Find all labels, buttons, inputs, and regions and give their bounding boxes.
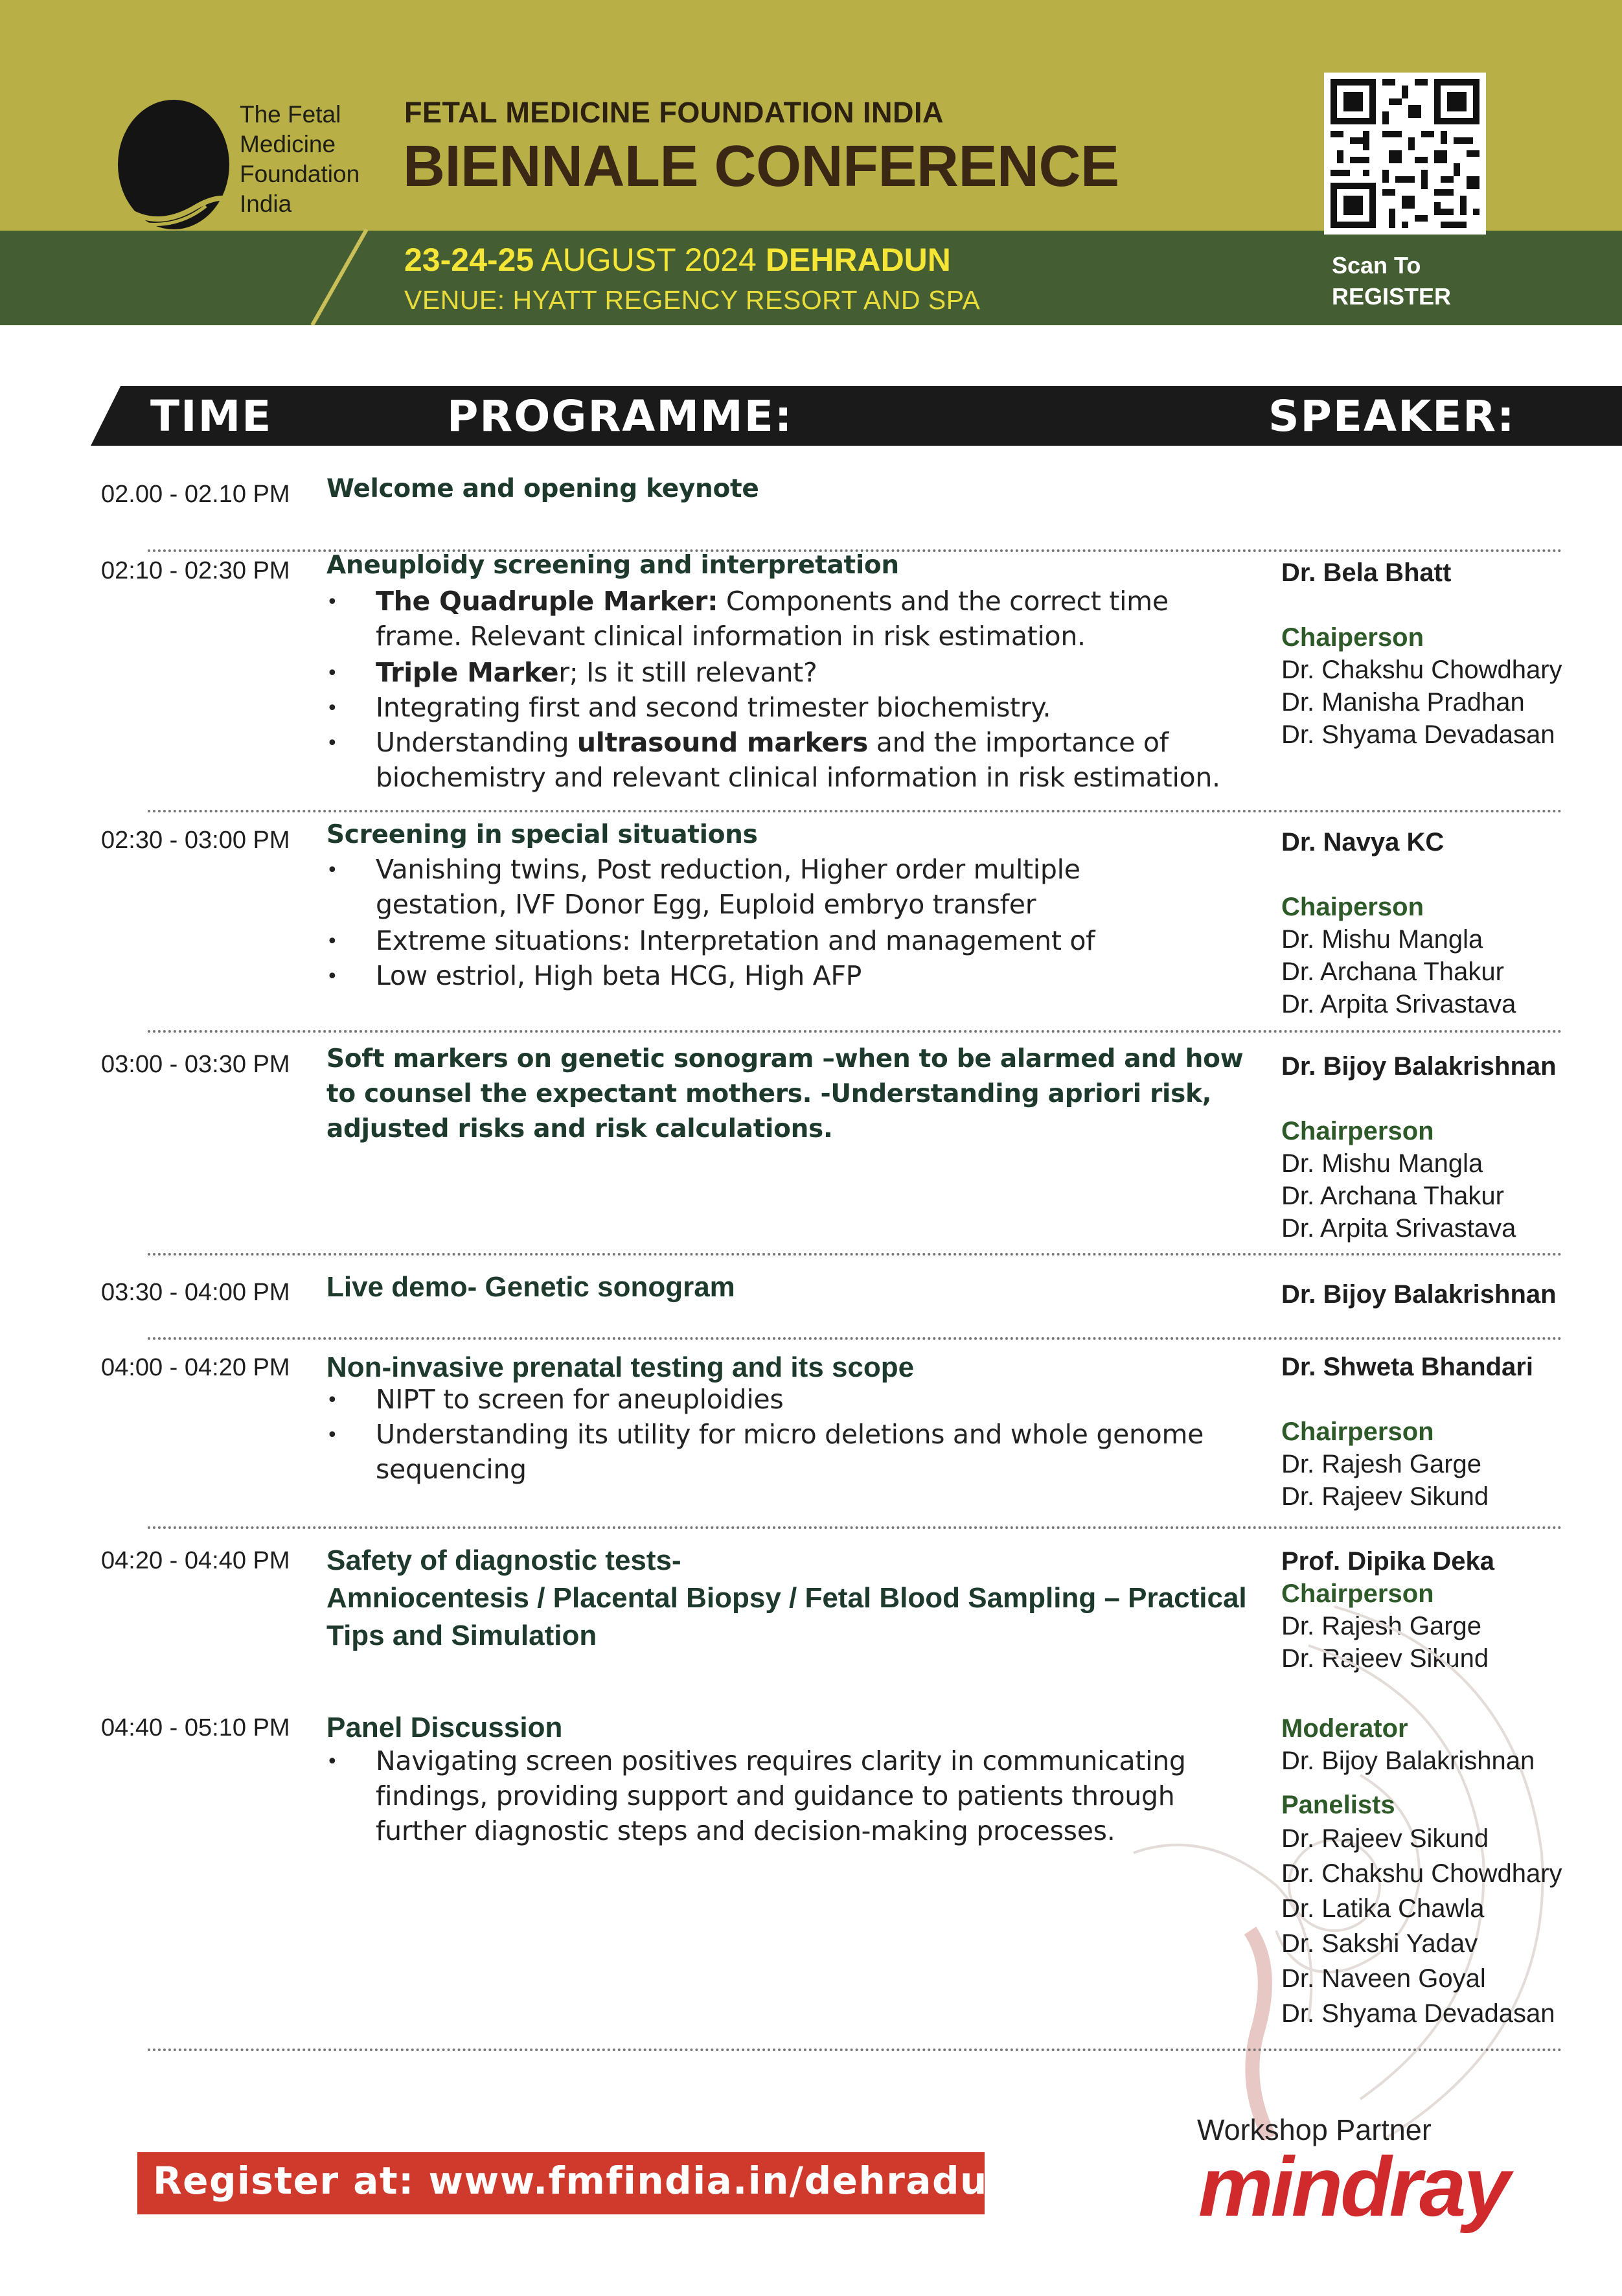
org-name-line: Medicine xyxy=(240,131,336,157)
bullet-bold: The Quadruple Marker: xyxy=(376,586,718,617)
panelist-name: Dr. Chakshu Chowdhary xyxy=(1281,1859,1562,1888)
conference-organizer: FETAL MEDICINE FOUNDATION INDIA xyxy=(404,96,944,129)
scan-line: REGISTER xyxy=(1332,283,1452,310)
date-city: DEHRADUN xyxy=(765,242,951,278)
speaker-name: Dr. Bela Bhatt xyxy=(1281,558,1452,587)
chair-name: Dr. Shyama Devadasan xyxy=(1281,720,1555,749)
session-bullet-cont: biochemistry and relevant clinical information in risk estimation. xyxy=(376,762,1220,793)
chair-name: Dr. Arpita Srivastava xyxy=(1281,990,1516,1018)
org-name xyxy=(240,100,360,219)
speaker-name: Prof. Dipika Deka xyxy=(1281,1547,1495,1576)
panelist-name: Dr. Naveen Goyal xyxy=(1281,1964,1486,1993)
session-bullet-cont: gestation, IVF Donor Egg, Euploid embryo transfer xyxy=(376,889,1036,920)
panelists-role-label: Panelists xyxy=(1281,1791,1395,1819)
chair-name: Dr. Rajesh Garge xyxy=(1281,1450,1482,1478)
chair-name: Dr. Rajeev Sikund xyxy=(1281,1482,1489,1511)
chair-role-label: Chairperson xyxy=(1281,1117,1434,1145)
bullet-icon: • xyxy=(326,591,338,614)
panelist-name: Dr. Sakshi Yadav xyxy=(1281,1929,1478,1958)
session-bullet xyxy=(376,657,817,688)
bullet-icon: • xyxy=(326,930,338,953)
session-bullet-cont: findings, providing support and guidance to patients through xyxy=(376,1780,1175,1811)
org-name-line: Foundation xyxy=(240,161,360,187)
date-days: 23-24-25 xyxy=(404,242,534,278)
row-separator xyxy=(148,1030,1562,1033)
session-title: Aneuploidy screening and interpretation xyxy=(326,551,899,580)
panelist-name: Dr. Rajeev Sikund xyxy=(1281,1824,1489,1853)
chair-name: Dr. Mishu Mangla xyxy=(1281,1149,1483,1178)
row-separator xyxy=(148,1337,1562,1340)
session-title: Screening in special situations xyxy=(326,820,758,849)
conference-title: BIENNALE CONFERENCE xyxy=(403,134,1119,199)
row-separator xyxy=(148,1253,1562,1256)
session-bullet: Understanding its utility for micro deletions and whole genome xyxy=(376,1419,1204,1450)
session-time: 04:00 - 04:20 PM xyxy=(101,1354,290,1381)
bullet-icon: • xyxy=(326,859,338,882)
bullet-icon: • xyxy=(326,1424,338,1447)
session-bullet-cont: sequencing xyxy=(376,1454,527,1485)
panelist-name: Dr. Latika Chawla xyxy=(1281,1894,1485,1923)
chair-role-label: Chaiperson xyxy=(1281,893,1424,921)
bullet-text: and the importance of xyxy=(868,727,1169,758)
bullet-text: Understanding xyxy=(376,727,577,758)
column-header-speaker: SPEAKER: xyxy=(1268,391,1516,441)
row-separator xyxy=(148,810,1562,812)
session-bullet xyxy=(376,586,1169,617)
moderator-role-label: Moderator xyxy=(1281,1714,1408,1743)
session-title-line: Amniocentesis / Placental Biopsy / Fetal Blood Sampling – Practical xyxy=(326,1582,1247,1614)
speaker-name: Dr. Shweta Bhandari xyxy=(1281,1353,1533,1381)
register-qr-code[interactable] xyxy=(1324,73,1486,235)
session-time: 03:00 - 03:30 PM xyxy=(101,1051,290,1078)
chair-name: Dr. Mishu Mangla xyxy=(1281,925,1483,954)
row-separator xyxy=(148,2049,1562,2051)
bullet-icon: • xyxy=(326,697,338,720)
speaker-name: Dr. Bijoy Balakrishnan xyxy=(1281,1280,1557,1309)
session-title-line: Safety of diagnostic tests- xyxy=(326,1544,681,1576)
row-separator xyxy=(148,1526,1562,1529)
session-time: 03:30 - 04:00 PM xyxy=(101,1279,290,1306)
chair-name: Dr. Rajeev Sikund xyxy=(1281,1644,1489,1673)
scan-to-register xyxy=(1332,250,1451,312)
bullet-icon: • xyxy=(326,1389,338,1412)
session-title-line: to counsel the expectant mothers. -Understanding apriori risk, xyxy=(326,1079,1212,1108)
chair-role-label: Chairperson xyxy=(1281,1418,1434,1446)
session-title-line: adjusted risks and risk calculations. xyxy=(326,1114,833,1143)
speaker-name: Dr. Navya KC xyxy=(1281,828,1445,856)
bullet-icon: • xyxy=(326,1751,338,1773)
qr-code-icon xyxy=(1331,79,1479,228)
session-time: 02.00 - 02.10 PM xyxy=(101,481,290,508)
session-time: 02:30 - 03:00 PM xyxy=(101,827,290,854)
session-title: Non-invasive prenatal testing and its scope xyxy=(326,1351,915,1383)
bullet-icon: • xyxy=(326,732,338,755)
session-title: Live demo- Genetic sonogram xyxy=(326,1271,735,1303)
fmf-logo-icon xyxy=(109,97,238,246)
bullet-icon: • xyxy=(326,965,338,988)
bullet-text: Components and the correct time xyxy=(718,586,1169,617)
chair-name: Dr. Archana Thakur xyxy=(1281,958,1504,986)
column-header-programme: PROGRAMME: xyxy=(447,391,794,441)
chair-name: Dr. Arpita Srivastava xyxy=(1281,1214,1516,1243)
session-title-line: Soft markers on genetic sonogram –when to be alarmed and how xyxy=(326,1044,1244,1073)
session-bullet: NIPT to screen for aneuploidies xyxy=(376,1384,784,1415)
column-header-time: TIME xyxy=(150,391,273,441)
chair-name: Dr. Rajesh Garge xyxy=(1281,1612,1482,1640)
panelist-name: Dr. Shyama Devadasan xyxy=(1281,1999,1555,2028)
session-bullet-cont: further diagnostic steps and decision-making processes. xyxy=(376,1815,1115,1846)
speaker-name: Dr. Bijoy Balakrishnan xyxy=(1281,1052,1557,1081)
chair-role-label: Chairperson xyxy=(1281,1579,1434,1608)
chair-name: Dr. Chakshu Chowdhary xyxy=(1281,656,1562,684)
conference-venue: VENUE: HYATT REGENCY RESORT AND SPA xyxy=(404,285,981,315)
scan-line: Scan To xyxy=(1332,252,1421,279)
session-bullet: Extreme situations: Interpretation and management of xyxy=(376,925,1095,956)
org-name-line: India xyxy=(240,190,292,217)
bullet-icon: • xyxy=(326,662,338,685)
date-month: AUGUST 2024 xyxy=(541,242,757,278)
session-bullet: Integrating first and second trimester biochemistry. xyxy=(376,692,1051,723)
mindray-logo: mindray xyxy=(1198,2139,1508,2234)
conference-date xyxy=(404,241,951,279)
session-title: Panel Discussion xyxy=(326,1712,563,1743)
bullet-bold: Triple Marke xyxy=(376,657,559,688)
chair-name: Dr. Archana Thakur xyxy=(1281,1182,1504,1210)
session-bullet-cont: frame. Relevant clinical information in risk estimation. xyxy=(376,621,1086,652)
session-time: 02:10 - 02:30 PM xyxy=(101,557,290,584)
session-title-line: Tips and Simulation xyxy=(326,1620,597,1651)
chair-role-label: Chaiperson xyxy=(1281,623,1424,652)
chair-name: Dr. Manisha Pradhan xyxy=(1281,688,1525,717)
session-bullet xyxy=(376,727,1169,758)
org-name-line: The Fetal xyxy=(240,101,341,128)
bullet-text: r; Is it still relevant? xyxy=(558,657,817,688)
bullet-bold: ultrasound markers xyxy=(577,727,869,758)
moderator-name: Dr. Bijoy Balakrishnan xyxy=(1281,1747,1535,1775)
register-link[interactable]: Register at: www.fmfindia.in/dehradun xyxy=(153,2159,1016,2203)
session-bullet: Navigating screen positives requires clarity in communicating xyxy=(376,1745,1186,1776)
session-title: Welcome and opening keynote xyxy=(326,474,759,503)
workshop-partner-label: Workshop Partner xyxy=(1197,2113,1432,2146)
session-time: 04:40 - 05:10 PM xyxy=(101,1714,290,1741)
session-bullet: Vanishing twins, Post reduction, Higher order multiple xyxy=(376,854,1080,885)
session-time: 04:20 - 04:40 PM xyxy=(101,1547,290,1574)
session-bullet: Low estriol, High beta HCG, High AFP xyxy=(376,960,862,991)
